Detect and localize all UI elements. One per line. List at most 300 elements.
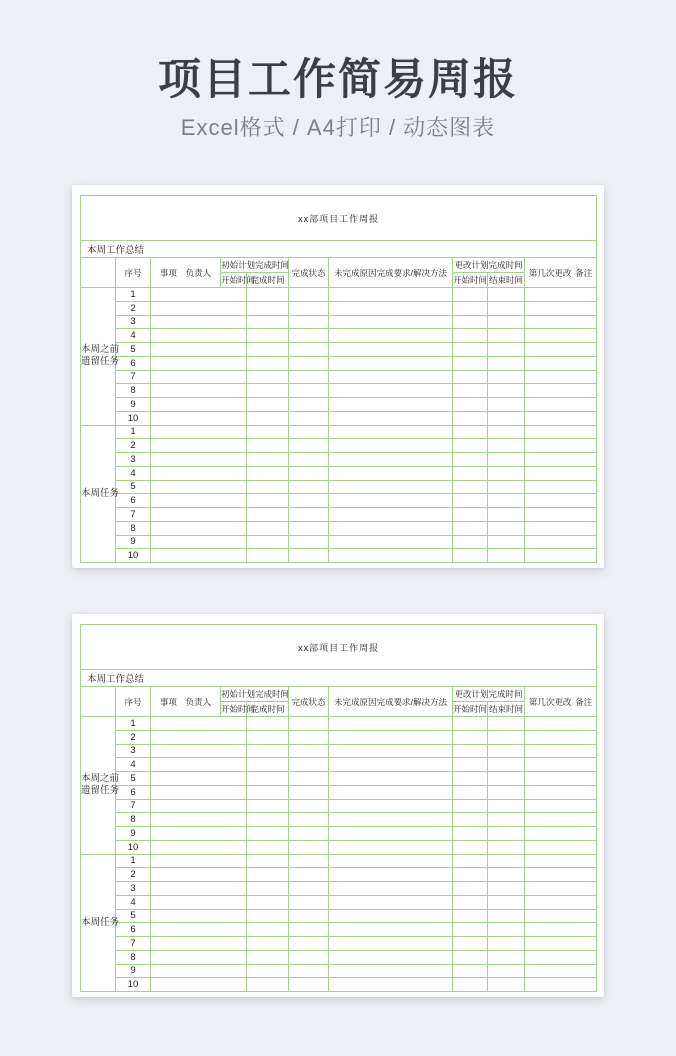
empty-cell <box>151 854 247 868</box>
empty-cell <box>329 744 453 758</box>
table-row <box>81 964 597 978</box>
empty-cell <box>488 827 525 841</box>
empty-cell <box>488 978 525 992</box>
col-initial-plan-group: 初始计划完成时间 <box>221 258 289 273</box>
empty-cell <box>151 827 247 841</box>
row-number: 5 <box>116 343 151 357</box>
empty-cell <box>525 288 597 302</box>
col-remark-label: 备注 <box>575 267 593 278</box>
table-row <box>81 535 597 549</box>
hero <box>0 0 676 143</box>
empty-cell <box>488 799 525 813</box>
empty-cell <box>247 978 289 992</box>
empty-cell <box>289 425 329 439</box>
table-row <box>81 494 597 508</box>
row-number: 4 <box>116 895 151 909</box>
empty-cell <box>488 717 525 731</box>
empty-cell <box>488 508 525 522</box>
empty-cell <box>247 909 289 923</box>
table-row <box>81 978 597 992</box>
empty-cell <box>453 301 488 315</box>
section-label: 本周之前 遗留任务 <box>81 288 116 426</box>
row-number: 7 <box>116 937 151 951</box>
empty-cell <box>289 301 329 315</box>
empty-cell <box>151 909 247 923</box>
empty-cell <box>525 356 597 370</box>
empty-cell <box>289 480 329 494</box>
empty-cell <box>329 799 453 813</box>
empty-cell <box>247 772 289 786</box>
empty-cell <box>247 895 289 909</box>
empty-cell <box>247 398 289 412</box>
row-number: 9 <box>116 964 151 978</box>
empty-cell <box>247 799 289 813</box>
empty-cell <box>488 398 525 412</box>
report-card-2 <box>72 614 604 997</box>
row-number: 8 <box>116 384 151 398</box>
table-row <box>81 315 597 329</box>
empty-cell <box>289 535 329 549</box>
empty-cell <box>247 868 289 882</box>
empty-cell <box>247 425 289 439</box>
empty-cell <box>453 288 488 302</box>
empty-cell <box>329 521 453 535</box>
empty-cell <box>289 356 329 370</box>
empty-cell <box>247 549 289 563</box>
empty-cell <box>488 854 525 868</box>
table-row <box>81 813 597 827</box>
empty-cell <box>247 840 289 854</box>
row-number: 6 <box>116 494 151 508</box>
weekly-summary-label: 本周工作总结 <box>81 241 597 258</box>
empty-cell <box>488 425 525 439</box>
row-number: 10 <box>116 549 151 563</box>
empty-cell <box>289 882 329 896</box>
empty-cell <box>151 370 247 384</box>
empty-cell <box>525 950 597 964</box>
col-item-label: 事项 <box>159 696 177 707</box>
table-row <box>81 744 597 758</box>
empty-cell <box>488 288 525 302</box>
empty-cell <box>247 730 289 744</box>
empty-cell <box>151 937 247 951</box>
empty-cell <box>151 356 247 370</box>
row-number: 4 <box>116 466 151 480</box>
empty-cell <box>488 950 525 964</box>
empty-cell <box>289 813 329 827</box>
section-label: 本周任务 <box>81 854 116 992</box>
empty-cell <box>289 329 329 343</box>
col-revised-plan-group: 更改计划完成时间 <box>453 687 525 702</box>
col-item-owner <box>151 258 221 288</box>
empty-cell <box>289 288 329 302</box>
empty-cell <box>247 950 289 964</box>
col-serial: 序号 <box>116 258 151 288</box>
empty-cell <box>525 964 597 978</box>
empty-cell <box>289 343 329 357</box>
page-title: 项目工作简易周报 <box>158 56 518 104</box>
empty-cell <box>453 758 488 772</box>
empty-cell <box>289 521 329 535</box>
empty-cell <box>151 549 247 563</box>
summary-row <box>81 670 597 687</box>
row-number: 7 <box>116 370 151 384</box>
empty-cell <box>525 923 597 937</box>
empty-cell <box>289 717 329 731</box>
row-number: 3 <box>116 744 151 758</box>
table-row <box>81 356 597 370</box>
row-number: 7 <box>116 508 151 522</box>
empty-cell <box>453 799 488 813</box>
empty-cell <box>151 950 247 964</box>
row-number: 6 <box>116 923 151 937</box>
empty-cell <box>488 329 525 343</box>
empty-cell <box>488 868 525 882</box>
empty-cell <box>453 535 488 549</box>
row-number: 9 <box>116 827 151 841</box>
table-title-row <box>81 625 597 670</box>
col-initial-finish: 完成时间 <box>247 273 289 288</box>
empty-cell <box>329 785 453 799</box>
col-revised-end: 结束时间 <box>488 702 525 717</box>
empty-cell <box>151 521 247 535</box>
empty-cell <box>151 813 247 827</box>
empty-cell <box>151 978 247 992</box>
empty-cell <box>488 895 525 909</box>
col-incomplete-reason-label: 未完成原因 <box>334 696 377 707</box>
empty-cell <box>525 453 597 467</box>
empty-cell <box>453 730 488 744</box>
empty-cell <box>488 466 525 480</box>
empty-cell <box>329 315 453 329</box>
empty-cell <box>289 370 329 384</box>
empty-cell <box>247 827 289 841</box>
empty-cell <box>525 535 597 549</box>
empty-cell <box>453 508 488 522</box>
row-number: 1 <box>116 288 151 302</box>
table-row <box>81 717 597 731</box>
col-change-count-label: 第几次更改 <box>528 696 572 707</box>
empty-cell <box>525 301 597 315</box>
empty-cell <box>453 744 488 758</box>
empty-cell <box>247 494 289 508</box>
table-row <box>81 439 597 453</box>
empty-cell <box>453 772 488 786</box>
empty-cell <box>525 549 597 563</box>
empty-cell <box>488 882 525 896</box>
empty-cell <box>453 466 488 480</box>
empty-cell <box>151 425 247 439</box>
table-row <box>81 758 597 772</box>
table-row <box>81 329 597 343</box>
empty-cell <box>247 937 289 951</box>
empty-cell <box>329 895 453 909</box>
empty-cell <box>289 827 329 841</box>
empty-cell <box>488 384 525 398</box>
empty-cell <box>525 494 597 508</box>
col-owner-label: 负责人 <box>185 696 212 707</box>
empty-cell <box>488 494 525 508</box>
empty-cell <box>488 549 525 563</box>
weekly-report-table <box>80 195 597 563</box>
row-number: 10 <box>116 411 151 425</box>
empty-cell <box>453 827 488 841</box>
empty-cell <box>525 868 597 882</box>
empty-cell <box>488 730 525 744</box>
table-row <box>81 466 597 480</box>
row-number: 1 <box>116 854 151 868</box>
empty-cell <box>453 978 488 992</box>
empty-cell <box>329 978 453 992</box>
row-number: 6 <box>116 356 151 370</box>
empty-cell <box>247 480 289 494</box>
empty-cell <box>247 453 289 467</box>
empty-cell <box>329 494 453 508</box>
table-body <box>81 288 597 563</box>
col-revised-end: 结束时间 <box>488 273 525 288</box>
empty-cell <box>151 343 247 357</box>
weekly-summary-label: 本周工作总结 <box>81 670 597 687</box>
empty-cell <box>525 439 597 453</box>
empty-cell <box>525 425 597 439</box>
empty-cell <box>525 480 597 494</box>
empty-cell <box>329 329 453 343</box>
col-incomplete-reason-label: 未完成原因 <box>334 267 377 278</box>
empty-cell <box>329 937 453 951</box>
empty-cell <box>151 494 247 508</box>
col-initial-plan-group: 初始计划完成时间 <box>221 687 289 702</box>
row-number: 8 <box>116 521 151 535</box>
empty-cell <box>247 288 289 302</box>
row-number: 3 <box>116 453 151 467</box>
empty-cell <box>329 398 453 412</box>
empty-cell <box>525 854 597 868</box>
empty-cell <box>453 923 488 937</box>
empty-cell <box>525 744 597 758</box>
empty-cell <box>151 730 247 744</box>
empty-cell <box>453 521 488 535</box>
empty-cell <box>525 909 597 923</box>
empty-cell <box>247 535 289 549</box>
empty-cell <box>289 978 329 992</box>
empty-cell <box>151 453 247 467</box>
empty-cell <box>247 301 289 315</box>
empty-cell <box>289 508 329 522</box>
table-row <box>81 827 597 841</box>
empty-cell <box>247 521 289 535</box>
col-revised-plan-group: 更改计划完成时间 <box>453 258 525 273</box>
empty-cell <box>289 730 329 744</box>
empty-cell <box>329 384 453 398</box>
category-header-cell <box>81 258 116 288</box>
empty-cell <box>453 785 488 799</box>
empty-cell <box>329 758 453 772</box>
empty-cell <box>151 799 247 813</box>
empty-cell <box>525 840 597 854</box>
table-title: xx部项目工作周报 <box>81 625 597 670</box>
empty-cell <box>151 535 247 549</box>
empty-cell <box>151 439 247 453</box>
row-number: 7 <box>116 799 151 813</box>
empty-cell <box>329 882 453 896</box>
empty-cell <box>247 370 289 384</box>
empty-cell <box>488 315 525 329</box>
table-row <box>81 370 597 384</box>
empty-cell <box>453 882 488 896</box>
empty-cell <box>453 549 488 563</box>
empty-cell <box>247 744 289 758</box>
empty-cell <box>247 785 289 799</box>
empty-cell <box>151 772 247 786</box>
table-row <box>81 398 597 412</box>
row-number: 1 <box>116 717 151 731</box>
row-number: 4 <box>116 329 151 343</box>
empty-cell <box>151 923 247 937</box>
table-row <box>81 425 597 439</box>
row-number: 5 <box>116 480 151 494</box>
row-number: 9 <box>116 398 151 412</box>
empty-cell <box>289 315 329 329</box>
empty-cell <box>329 730 453 744</box>
empty-cell <box>247 508 289 522</box>
empty-cell <box>247 411 289 425</box>
empty-cell <box>525 315 597 329</box>
empty-cell <box>329 453 453 467</box>
row-number: 2 <box>116 301 151 315</box>
empty-cell <box>488 439 525 453</box>
col-initial-start: 开始时间 <box>221 702 247 717</box>
empty-cell <box>329 411 453 425</box>
empty-cell <box>488 840 525 854</box>
empty-cell <box>488 301 525 315</box>
empty-cell <box>289 854 329 868</box>
empty-cell <box>289 840 329 854</box>
header-row-main <box>81 687 597 702</box>
empty-cell <box>329 549 453 563</box>
empty-cell <box>525 466 597 480</box>
col-reason-solution <box>329 687 453 717</box>
table-row <box>81 521 597 535</box>
empty-cell <box>525 772 597 786</box>
empty-cell <box>151 466 247 480</box>
row-number: 3 <box>116 882 151 896</box>
empty-cell <box>289 895 329 909</box>
empty-cell <box>151 329 247 343</box>
empty-cell <box>525 717 597 731</box>
row-number: 10 <box>116 840 151 854</box>
empty-cell <box>329 343 453 357</box>
row-number: 9 <box>116 535 151 549</box>
table-row <box>81 785 597 799</box>
empty-cell <box>329 508 453 522</box>
empty-cell <box>525 343 597 357</box>
col-change-count-label: 第几次更改 <box>528 267 572 278</box>
empty-cell <box>453 937 488 951</box>
empty-cell <box>329 827 453 841</box>
empty-cell <box>525 329 597 343</box>
col-solution-label: 完成要求/解决方法 <box>376 696 447 707</box>
col-status: 完成状态 <box>289 687 329 717</box>
col-remark-label: 备注 <box>575 696 593 707</box>
empty-cell <box>453 480 488 494</box>
row-number: 4 <box>116 758 151 772</box>
empty-cell <box>453 854 488 868</box>
empty-cell <box>525 758 597 772</box>
empty-cell <box>525 508 597 522</box>
col-solution-label: 完成要求/解决方法 <box>376 267 447 278</box>
empty-cell <box>289 923 329 937</box>
col-initial-start: 开始时间 <box>221 273 247 288</box>
empty-cell <box>329 439 453 453</box>
empty-cell <box>488 453 525 467</box>
empty-cell <box>289 549 329 563</box>
empty-cell <box>247 964 289 978</box>
col-serial: 序号 <box>116 687 151 717</box>
empty-cell <box>453 895 488 909</box>
empty-cell <box>488 813 525 827</box>
empty-cell <box>329 964 453 978</box>
empty-cell <box>151 301 247 315</box>
empty-cell <box>453 329 488 343</box>
empty-cell <box>525 411 597 425</box>
empty-cell <box>525 978 597 992</box>
empty-cell <box>453 909 488 923</box>
empty-cell <box>453 453 488 467</box>
empty-cell <box>525 370 597 384</box>
empty-cell <box>329 950 453 964</box>
empty-cell <box>525 827 597 841</box>
row-number: 10 <box>116 978 151 992</box>
empty-cell <box>151 315 247 329</box>
table-row <box>81 923 597 937</box>
section-label: 本周任务 <box>81 425 116 563</box>
col-status: 完成状态 <box>289 258 329 288</box>
empty-cell <box>247 315 289 329</box>
empty-cell <box>151 964 247 978</box>
table-row <box>81 453 597 467</box>
table-body <box>81 717 597 992</box>
empty-cell <box>525 521 597 535</box>
empty-cell <box>247 384 289 398</box>
empty-cell <box>453 494 488 508</box>
empty-cell <box>525 785 597 799</box>
empty-cell <box>289 466 329 480</box>
table-row <box>81 384 597 398</box>
table-row <box>81 288 597 302</box>
empty-cell <box>488 937 525 951</box>
empty-cell <box>329 480 453 494</box>
empty-cell <box>289 785 329 799</box>
empty-cell <box>488 772 525 786</box>
col-revised-start: 开始时间 <box>453 702 488 717</box>
col-owner-label: 负责人 <box>185 267 212 278</box>
col-item-label: 事项 <box>159 267 177 278</box>
table-row <box>81 882 597 896</box>
empty-cell <box>289 964 329 978</box>
empty-cell <box>289 909 329 923</box>
row-number: 1 <box>116 425 151 439</box>
table-row <box>81 840 597 854</box>
empty-cell <box>247 343 289 357</box>
empty-cell <box>453 950 488 964</box>
empty-cell <box>329 772 453 786</box>
header-row-main <box>81 258 597 273</box>
empty-cell <box>525 895 597 909</box>
table-row <box>81 868 597 882</box>
empty-cell <box>453 964 488 978</box>
empty-cell <box>289 772 329 786</box>
empty-cell <box>525 937 597 951</box>
